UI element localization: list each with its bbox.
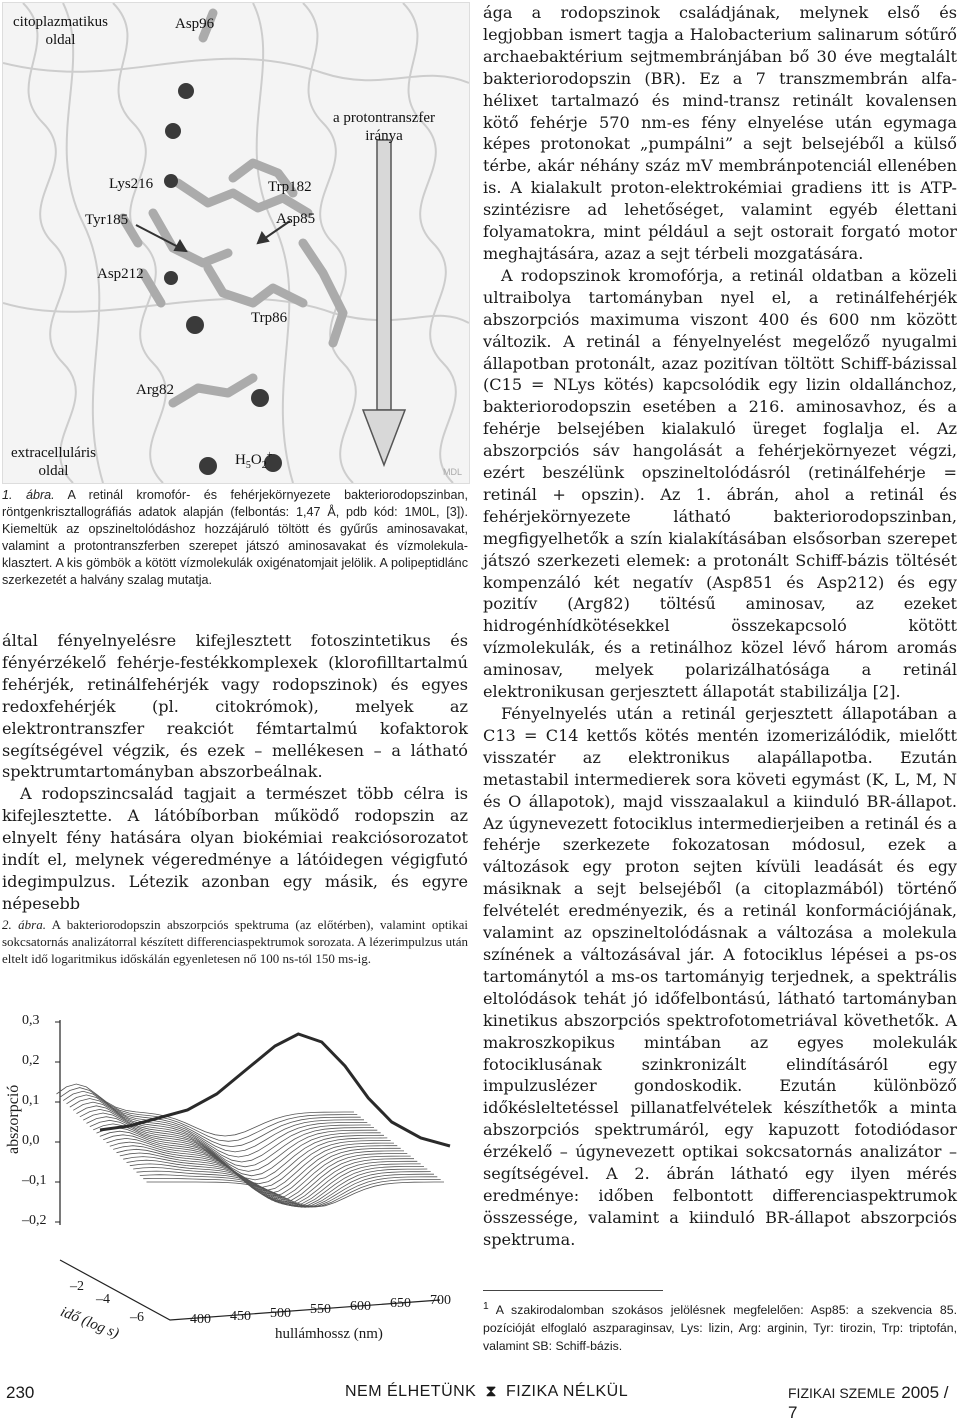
proton-transfer-direction-label: a protontranszfer iránya — [333, 110, 436, 144]
h5o2-label: $H_5O_2^+$ — [235, 450, 273, 471]
left-paragraph-1: által fényelnyelésre kifejlesztett fotoszintetikus és fényérzékelő fehérje-festékkomplexek (klorofilltartalmú fehérjék, retinálfehérjék vagy rodopszinok) és egyes redoxfehérjék (pl. citokrómok), melyek az elektrontranszfer reakciót fémtartalmú kofaktorok segítségével végzik, és ezek – mellékesen – a látható spektrumtartományban abszorbeálnak. — [2, 631, 468, 782]
difference-spectrum-line — [123, 1157, 421, 1206]
difference-spectrum-line — [130, 1164, 428, 1207]
figure-2-caption-text: A bakteriorodopszin abszorpciós spektruma (az előtérben), valamint optikai sokcsatornás analizátorral készített differenciaspektrumok sorozata. A lézerimpulzus után eltelt idő logaritmikus időskálán egyenletesen nő 100 ns-tól 150 ms-ig. — [2, 917, 468, 966]
footnote — [483, 1298, 957, 1355]
y-tick-label: –0,1 — [22, 1173, 47, 1188]
magazine-name: FIZIKAI SZEMLE 2005 / 7 — [788, 1383, 949, 1422]
y-tick-label: 0,2 — [22, 1053, 40, 1068]
figure-1-caption-text: A retinál kromofór- és fehérjekörnyezete bakteriorodopszinban, röntgenkrisztallográfiás adatok alapján (felbontás: 1,47 Å, pdb kód: 1M0L, [3]). Kiemeltük az opszineltolódáshoz hozzájáruló töltött és gyűrűs aminosavakat, valamint a protontranszferben szerepet játszó aminosavakat és vízmolekula-klasztert. A kis gömbök a kötött vízmolekulák oxigénatomjait jelölik. A polipeptidlánc szerkezetét a halvány szalag mutatja. — [2, 488, 468, 587]
asp96-label: Asp96 — [175, 16, 215, 32]
x-tick-label: 600 — [350, 1299, 371, 1315]
difference-spectrum-line — [60, 1088, 358, 1142]
x-tick-label: 450 — [230, 1308, 251, 1324]
difference-spectrum-line — [133, 1168, 431, 1208]
x-tick-label: 550 — [310, 1302, 331, 1318]
figure-2-caption — [2, 916, 468, 967]
y-tick-label: 0,3 — [22, 1013, 40, 1028]
time-tick-1: –2 — [70, 1279, 84, 1294]
right-paragraph-2: A rodopszinok kromofórja, a retinál oldatban a közeli ultraibolya tartományban nyel el, a retinálfehérjék abszorpciós maximuma viszont 400 és 600 nm között változik. A retinál a fényelnyelést megelőző nyugalmi állapotban protonált, azaz pozitívan töltött Schiff-bázissal (C15 = NLys kötés) kapcsolódik egy lizin oldallánchoz, bakteriorodopszin esetében a 216. aminosavhoz, és a fehérje belsejében kialakuló üreget foglalja el. Az abszorpciós sáv hangolását a fehérjekörnyezet végzi, ezért beszélünk opszineltolódásról (retinálfehérje = retinál + opszin). Az 1. ábrán, ahol a retinál és fehérjekörnyezete látható bakteriorodopszinban, megfigyelhetők a szín kialakításában elsősorban szerepet játszó szerkezeti elemek: a protonált Schiff-bázis töltését kompenzáló két negatív (Asp851 és Asp212) és egy pozitív (Arg82) töltésű aminosav, az ezeket hidrogénhídkötésekkel összekapcsoló kötött vízmolekulák, és a retinálhoz közel lévő három aromás aminosav, melyek polarizálhatósága a retinál elektronikusan gerjesztett állapotát stabilizálja [2]. — [483, 265, 957, 702]
figure-1-caption-number: 1. ábra. — [2, 488, 55, 502]
time-tick-2: –4 — [96, 1292, 110, 1307]
right-column-body — [483, 2, 957, 1251]
figure-2-chart — [0, 1000, 470, 1345]
footnote-rule — [483, 1290, 663, 1291]
footnote-text: A szakirodalomban szokásos jelölésnek megfelelően: Asp85: a szekvencia 85. pozícióját elfoglaló aszparaginsav, Lys: lizin, Arg: arginin, Tyr: tirozin, Trp: triptofán, valamint SB: Schiff-bázis. — [483, 1303, 957, 1354]
trp182-label: Trp182 — [268, 179, 312, 195]
journal-banner-right: FIZIKA NÉLKÜL — [506, 1383, 629, 1400]
right-paragraph-1: ága a rodopszinok családjának, melynek első és legjobban ismert tagja a Halobacterium salinarum sótűrő archaebaktérium sejtmembránjában bő 30 éve megtalált bakteriorodopszin (BR). Ez a 7 transzmembrán alfa-hélixet tartalmazó és mind-transz retinált kovalensen kötő fehérje 570 nm-es fény elnyelése után egymaga képes protonokat „pumpálni” a sejt belsejéből a külső térbe, akár néhány száz mV membránpotenciál ellenében is. A kialakult proton-elektrokémiai gradiens itt is ATP-szintézisre ad lehetőséget, valamint egyéb élettani folyamatokra, mint például a sejt ostorait forgató motor meghajtására, azaz a sejt térbeli mozgatására. — [483, 3, 957, 263]
left-paragraph-2: A rodopszincsalád tagjait a természet több célra is kifejlesztette. A látóbíborban működő rodopszin az elnyelt fény hatására olyan biokémiai reakciósorozatot indít el, melynek végeredménye a látóidegen végigfutó idegimpulzus. Létezik azonban egy másik, és egyre népesebb — [2, 784, 468, 913]
time-axis-label: idő (log s) — [58, 1304, 122, 1342]
y-axis-label: abszorpció — [5, 1084, 22, 1154]
y-tick-label: –0,2 — [22, 1213, 47, 1228]
y-tick-label: 0,0 — [22, 1133, 40, 1148]
issue-number: 2005 / 7 — [788, 1383, 949, 1422]
time-tick-3: –6 — [130, 1310, 144, 1325]
figure-2-caption-number: 2. ábra. — [2, 917, 46, 932]
asp85-label: Asp85 — [276, 211, 316, 227]
page-number: 230 — [6, 1383, 35, 1402]
asp212-label: Asp212 — [97, 266, 144, 282]
figure-1-image — [2, 2, 470, 484]
lys216-label: Lys216 — [109, 176, 154, 192]
right-paragraph-3: Fényelnyelés után a retinál gerjesztett állapotában a C13 = C14 kettős kötés mentén izomerizálódik, mielőtt visszatér az elektronikus alapállapotba. Ezután metastabil intermedierek sora követi egymást (K, L, M, N és O állapotok), majd visszaalakul a kiinduló BR-állapot. Az úgynevezett fotociklus intermedierjeiben a retinál és a fehérje szerkezete fokozatosan módosul, ezek a változások egy proton sejten kívüli leadását és egy másiknak a sejt belsejéből (a citoplazmából) történő felvételét eredményezik, és a retinál konformációjának, valamint az opszineltolódásnak a változása a molekula színének a változásával jár. A fotociklus lépései a ps-os tartománytól a ms-os tartományig terjednek, a spektrális eltolódások tehát jó időfelbontású, látható tartományban kinetikus abszorpciós spektrofotometriával követhetők. A makroszkopikus mintában az egyes molekulák fotociklusának szinkronizált elindításáról egy impulzuslézer gondoskodik. Ezután különböző időkésleltetéssel pillanatfelvételek készíthetők a minta abszorpciós spektrumáról, egy kapuzott fotodiódasor érzékelő – úgynevezett optikai sokcsatornás analizátor – segítségével. A 2. ábrán látható egy ilyen mérés eredménye: időben felbontott differenciaspektrumok összessége, valamint a kiinduló BR-állapot abszorpciós spektruma. — [483, 704, 957, 1249]
x-tick-label: 400 — [190, 1312, 211, 1327]
figure-1-caption — [2, 487, 468, 589]
tyr185-label: Tyr185 — [85, 212, 129, 228]
x-tick-label: 650 — [390, 1296, 411, 1311]
difference-spectrum-line — [120, 1153, 418, 1205]
y-tick-label: 0,1 — [22, 1093, 40, 1108]
x-tick-label: 700 — [430, 1292, 451, 1308]
x-axis-label: hullámhossz (nm) — [275, 1326, 383, 1342]
left-column-body — [2, 630, 468, 915]
footnote-mark: 1 — [483, 1301, 489, 1312]
cytoplasmic-side-label: citoplazmatikus oldal — [13, 14, 108, 48]
journal-banner-left: NEM ÉLHETÜNK — [345, 1383, 477, 1400]
x-tick-label: 500 — [270, 1305, 291, 1321]
journal-banner — [345, 1383, 628, 1401]
mdl-watermark: MDL — [443, 467, 463, 477]
extracellular-side-label: extracelluláris oldal — [11, 445, 96, 479]
trp86-label: Trp86 — [251, 310, 288, 326]
arg82-label: Arg82 — [136, 382, 175, 398]
protein-structure-illustration — [3, 3, 469, 483]
hourglass-icon: ⧗ — [485, 1383, 498, 1400]
